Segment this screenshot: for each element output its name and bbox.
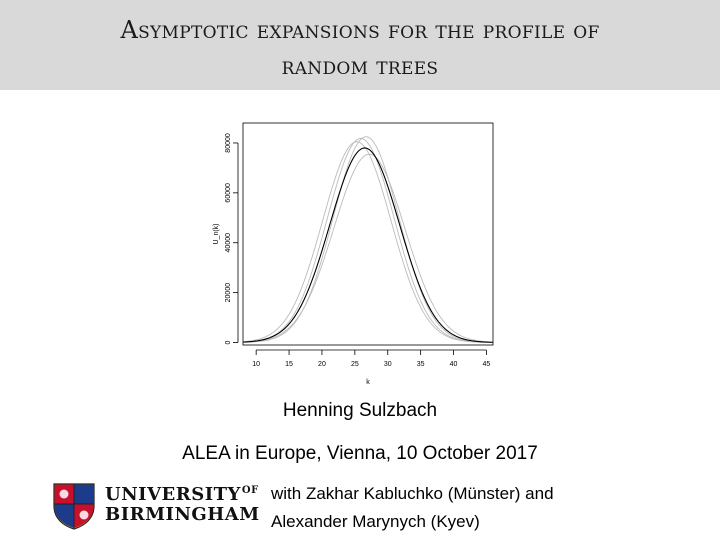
x-tick-label: 15: [285, 361, 293, 368]
x-tick-label: 10: [252, 361, 261, 368]
university-word: UNIVERSITY: [105, 484, 241, 505]
x-tick-label: 25: [350, 361, 359, 368]
author-name: Henning Sulzbach: [282, 400, 438, 421]
title-line-2: random trees: [281, 52, 439, 80]
profile-chart: [200, 118, 500, 386]
title-line-1: Asymptotic expansions for the profile of: [120, 16, 600, 44]
y-axis-label: U_n(k): [213, 223, 220, 245]
coauthors-line-2: Alexander Marynych (Kyev): [271, 512, 480, 531]
series-line-sample-4: [243, 139, 493, 343]
title-bar: [0, 0, 720, 90]
x-tick-label: 35: [416, 361, 425, 368]
x-tick-label: 45: [482, 361, 491, 368]
y-tick-label: 40000: [225, 232, 232, 253]
university-name-line-1: [105, 484, 259, 505]
x-tick-label: 20: [318, 361, 326, 368]
plot-frame: [243, 123, 493, 345]
university-crest-icon: [52, 482, 96, 530]
y-tick-label: 60000: [225, 183, 232, 203]
coauthors-line-1: with Zakhar Kabluchko (Münster) and: [271, 484, 554, 503]
series-line-sample-2: [243, 137, 493, 343]
x-tick-label: 40: [449, 361, 458, 368]
y-tick-label: 80000: [225, 133, 232, 153]
series-line-expected-profile: [243, 148, 493, 342]
university-name-line-2: BIRMINGHAM: [105, 504, 260, 525]
series-line-sample-3: [243, 154, 493, 342]
y-tick-label: 20000: [225, 282, 232, 303]
series-line-sample-1: [243, 142, 493, 343]
y-tick-label: 0: [225, 340, 232, 345]
event-line: ALEA in Europe, Vienna, 10 October 2017: [182, 443, 538, 464]
x-tick-label: 30: [383, 361, 392, 368]
university-of: OF: [241, 485, 259, 496]
x-axis-label: k: [366, 379, 370, 386]
